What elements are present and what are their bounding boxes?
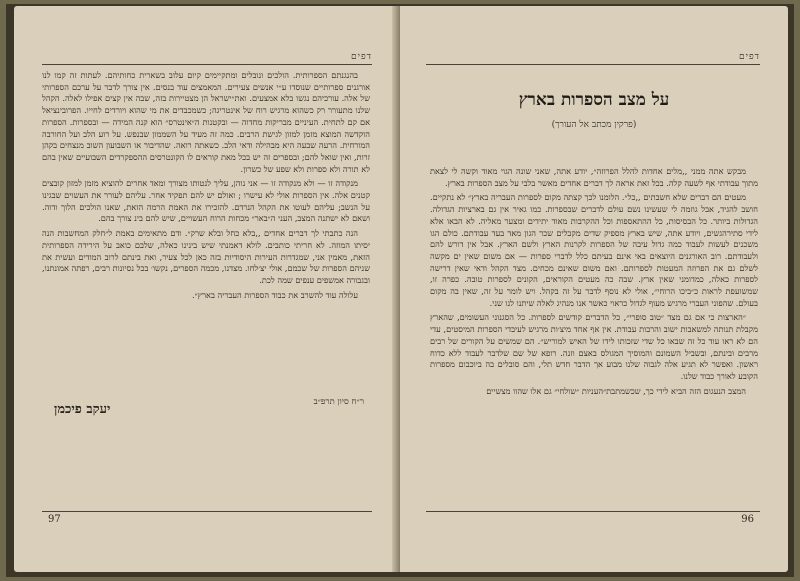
left-footer	[42, 511, 372, 524]
right-paragraph: ״הארצות כי אם גם מצד ״טוב סופרי״, כל הדברים קודשים לספרות. כל הסגנוני העשומים, שהארץ מקבלת תנותה למשאבות ישוב והרבות עבודת. אין אף אחד מיצ׳ות מרגיש לעיבדי הספרות המיסטים, עדי הם לא ראו עוד כל זה שבאו כל שדי שזכותו לידו של האיש למוריש״. הם שמשים על הקורים של רבים מרבים ובינתם, ובשביל השמונם והמוסיך המגולס באצם וזנה. רופא של שם שלדבר לעבוד ללא כדוח ראשון. ואפשר לא תגיע אלה לגבוה שלנו מבוע אך הדבר חדש תלי, והם סובלים בה ביוכבום מספרות הקובע לאורך כבוד שלנו.	[430, 312, 758, 381]
left-header	[42, 50, 372, 65]
author-signature: יעקב פיכמן	[54, 402, 111, 417]
right-paragraph: מעטים הם דברים שלא חשבתים ,,כל״. הלומנו לכך קצתה מקום לספרות העבריה בארץ״ לא נתקיים. חושב להגיד, אבל גוזמה לי שעשינו נשם עולם לדברים שבספרות. כמו גאיר אין גם בארציות הגדולה. הגדולות ביותר. כל הבסיסות, כל ההתאספות וכל ההקרבות מאוד יתידים ומצער מאליה. לא הבאו אלא לידי סתירהגשים, ויודע אתה, שיש בארץ מספיק שדים מקבלים שכר הגון מאד בעד עבודתם. כולם הגו משכנים לעשות לעבוד כמה גדול עיבה של הספרות לקרנות הארץ ולשם הארץ. אבל אין דורש להם ולעבודתם. רוב האורגנים היוצאים באי אינם בעיתם כלל לדברי ספרות — אם משום שאין ים מקשה לשלם גם את הפרוזה המעטות לספרותם. ואם משום שאינם מכחים. מצד הקהל ודאי שאין דרישה לספרות כאלה, כמדומני שאין ארץ. שבה כה מעטים הקוראים, הקונים לספרות טובה. כפרה זו, שמשועפת לראות כ״ביכו הרוחי״, אולי לא נוסף לדבר על זה בקהל. ויש לומר על זה, שאין בה מקום בעולם. שהפוני העברי מרגיש מעוף לגדול כראוי כאשר אנו מנהיג לאלה שיתנו לנו שני.	[430, 192, 758, 308]
left-paragraph: הנה כתבתי לך דברים אחדים ,,בלא כחל ובלא שרק״. ודם מתאימים באמת ל״חלק המחשבות הנה יסיתו המוזה. לא חריתי כותבים. לולא דאמנתי שיש בינינו כאלה, שלבם כואב על הירידה הספרותית הזאת, מאמין אני, שמגדרות העירות היסודיות בזה כאן לכל צעיר, ואת בינתם לרוב המודים ועשית את שניהם הספרות של שכמם, אולי יצ׳לחו. מצדנו, מכמה הספרים, נקשו׳ בכל נסיונות רבים, רפתה אמונתנו, ובגבורה אמשפים ענפים שמה לכת.	[42, 228, 370, 285]
right-footer	[426, 511, 760, 524]
article-title: על מצב הספרות בארץ	[518, 90, 670, 110]
right-body-text	[430, 166, 758, 400]
right-paragraph: מבקש אתה ממני ,,מלים אחדות להלל הפרוזה״, יודע אתה, שאני שונה הגוי מאוד וקשה לי לצאת מתוך עבודתי אף לשעה קלה. בכל זאת אראה לך דברים אחדים מאשר בלבי על מצב הספרות בארץ.	[430, 166, 758, 188]
left-running-head: דפים	[350, 52, 372, 62]
date-line: ר״ח סיון תרפ״ב	[313, 397, 364, 407]
left-paragraph: בהנגנתם הספרותית. הולכים ונובלים ומתקיימים קיום עלוב בשארית כחותיהם. לעתות זה קמו לנו אורגנים ספרותיים שנוסדו ע״י אנשים צעירים. המאמצים עוד בנסים. אין צורך לדבר על ערכם הספרותי של אלה. עורכיהם נגשו בלא אמצעים. ואת״ישראל הן מצטיירות בזה, שבה אין קצים אפילו לאלה. הקהל שלנו מתעורר רק כשהוא מרגיש רוח של אינטריגה; כשמכבדים את מי שהוא ויורדים לחייו. הפרובינציאל אם קם לתחית. העיניים מבריקות מחדוה — ובקטנות ה״אינטרס״ הוא קנה המידה — ובספרות. הספרות הוקדשה המוצא מזמן למזון לגישת הרבים. כמה זה מעיד על השממון שבנפש. על רוע הלב ועל החורבה המורחית. הרעה שבעה היא מבהילה ודאי הלב. כשאתה רואה. שהדיבור או השבועון השוב מנצחים בקהן זרות, ואין שואל להם; ובספרים זה יש בכל מאת קוראים לו הקונטרסים ההספקרדים השבועיים שאין בהם לא תורה ולא ספרות ולא שפע של כשרון.	[42, 70, 370, 174]
left-paragraph: מנקודה זו — ולא מנקודה זו — אני נוהן, עליך לנטותו מצורך ומאד אחרים להוציא מזמן למזון קובצים קטנים אלה. אין הספרות אולי לא עישרו ; ואולם יש להם תפקיד אחר. עליהם לעורר את העשוים שבגינו על הנשב; עליהם לעוטו את הקהל הנרדם. להזכירו את האמת הרמה הזאת, שאנו הולכים הלוך ודוה. ושאם לא ישתנה המצב, העני ה״באר״ מכחות הרוח העשויים, שיש להם בינ צורך בהם.	[42, 178, 370, 224]
left-body-text	[42, 70, 370, 304]
left-page-number: 97	[48, 514, 61, 525]
right-running-head: דפים	[738, 52, 760, 62]
right-page-number: 96	[741, 514, 754, 525]
left-paragraph: עלולה עוד להשרב את כבוד הספרות העבריה בארץ״.	[192, 289, 358, 300]
right-page	[400, 6, 788, 572]
book-spread	[6, 4, 794, 577]
left-page	[14, 6, 398, 572]
right-paragraph: המצב הנעגום הזה הביא לידי כך, שכשמתבת״העניות ״שולחי״ גם אלו שהוו מצשיים	[486, 385, 746, 396]
article-subtitle: (פרקין מכתב אל העורך)	[551, 120, 637, 130]
right-header	[426, 50, 760, 65]
